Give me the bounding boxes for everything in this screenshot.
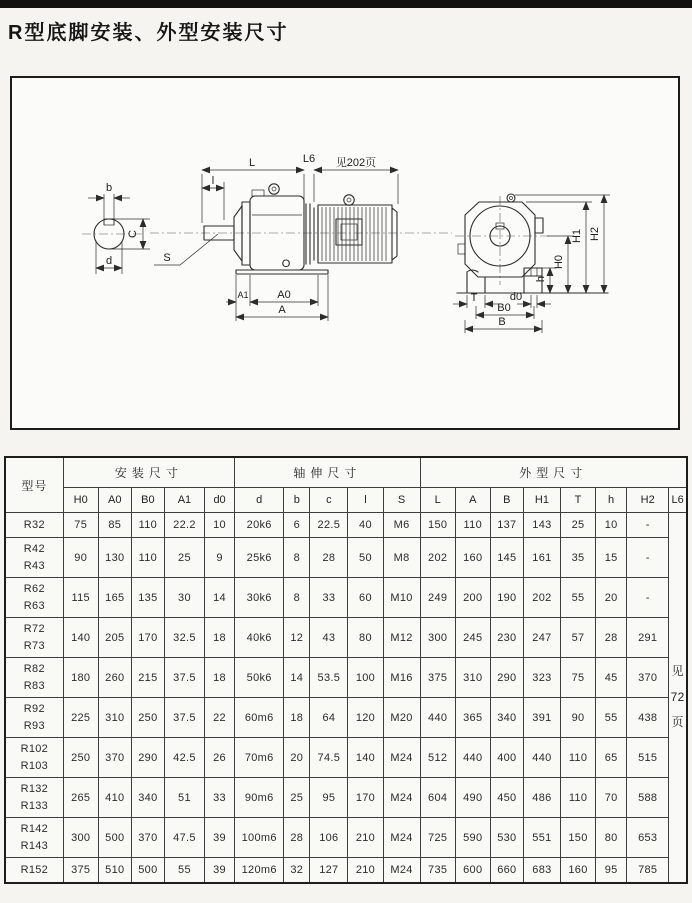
table-cell: 6 — [284, 513, 310, 538]
technical-drawing — [12, 78, 678, 428]
table-cell: M24 — [383, 818, 420, 858]
table-cell: 53.5 — [310, 658, 348, 698]
col-header: B0 — [131, 488, 164, 513]
dim-label-H1: H1 — [571, 228, 583, 244]
table-cell: 50 — [348, 538, 383, 578]
table-cell: 247 — [523, 618, 560, 658]
col-header: B — [490, 488, 523, 513]
table-cell: 47.5 — [164, 818, 204, 858]
table-cell: 440 — [455, 738, 490, 778]
col-header: H0 — [63, 488, 98, 513]
table-cell: 170 — [348, 778, 383, 818]
model-cell: R42 R43 — [5, 538, 63, 578]
table-cell: 95 — [596, 858, 627, 883]
table-cell: 22.2 — [164, 513, 204, 538]
table-cell: 106 — [310, 818, 348, 858]
table-cell: 515 — [627, 738, 669, 778]
table-cell: 440 — [420, 698, 455, 738]
table-cell: 18 — [205, 658, 235, 698]
model-cell: R132 R133 — [5, 778, 63, 818]
table-cell: 40k6 — [235, 618, 284, 658]
dim-label-L: L — [248, 157, 256, 169]
table-cell: 310 — [98, 698, 131, 738]
table-cell: 85 — [98, 513, 131, 538]
table-cell: M24 — [383, 778, 420, 818]
dim-label-B0: B0 — [497, 302, 511, 314]
dim-label-C: C — [127, 230, 139, 238]
table-cell: 135 — [131, 578, 164, 618]
table-cell: 265 — [63, 778, 98, 818]
table-cell: 165 — [98, 578, 131, 618]
table-cell: 8 — [284, 538, 310, 578]
table-cell: 490 — [455, 778, 490, 818]
model-cell: R62 R63 — [5, 578, 63, 618]
table-cell: 410 — [98, 778, 131, 818]
page-title: R型底脚安装、外型安装尺寸 — [8, 22, 289, 44]
header-group-row — [5, 457, 687, 488]
dim-label-A: A — [278, 304, 286, 316]
table-cell: 590 — [455, 818, 490, 858]
table-cell: 249 — [420, 578, 455, 618]
table-cell: 290 — [490, 658, 523, 698]
col-header: d — [235, 488, 284, 513]
table-cell: 8 — [284, 578, 310, 618]
table-cell: 60m6 — [235, 698, 284, 738]
table-cell: 42.5 — [164, 738, 204, 778]
see-page-202-note: 见202页 — [335, 157, 377, 169]
dim-label-H0: H0 — [553, 254, 565, 270]
model-cell: R32 — [5, 513, 63, 538]
table-cell: 100m6 — [235, 818, 284, 858]
table-cell: 290 — [131, 738, 164, 778]
table-cell: M10 — [383, 578, 420, 618]
table-row — [5, 538, 687, 578]
table-cell: 80 — [596, 818, 627, 858]
col-header: b — [284, 488, 310, 513]
table-row — [5, 698, 687, 738]
table-cell: 12 — [284, 618, 310, 658]
table-cell: 440 — [523, 738, 560, 778]
table-cell: 35 — [560, 538, 595, 578]
end-view — [453, 194, 610, 333]
model-cell: R152 — [5, 858, 63, 883]
table-cell: 9 — [205, 538, 235, 578]
group-header-outline: 外型尺寸 — [420, 457, 687, 488]
table-cell: 653 — [627, 818, 669, 858]
table-cell: 18 — [284, 698, 310, 738]
table-cell: 300 — [63, 818, 98, 858]
table-cell: 80 — [348, 618, 383, 658]
table-cell: M16 — [383, 658, 420, 698]
table-cell: 33 — [205, 778, 235, 818]
side-view — [150, 153, 452, 321]
table-cell: 39 — [205, 818, 235, 858]
table-cell: 110 — [455, 513, 490, 538]
table-cell: 33 — [310, 578, 348, 618]
table-cell: 260 — [98, 658, 131, 698]
table-cell: 340 — [131, 778, 164, 818]
table-cell: 735 — [420, 858, 455, 883]
table-cell: 110 — [560, 778, 595, 818]
table-cell: 130 — [98, 538, 131, 578]
table-cell: 400 — [490, 738, 523, 778]
table-cell: 51 — [164, 778, 204, 818]
model-cell: R102 R103 — [5, 738, 63, 778]
model-cell: R142 R143 — [5, 818, 63, 858]
table-row — [5, 513, 687, 538]
table-cell: 300 — [420, 618, 455, 658]
table-cell: 37.5 — [164, 658, 204, 698]
table-cell: 30k6 — [235, 578, 284, 618]
table-cell: 45 — [596, 658, 627, 698]
table-cell: 438 — [627, 698, 669, 738]
table-cell: M6 — [383, 513, 420, 538]
table-cell: 323 — [523, 658, 560, 698]
table-cell: 486 — [523, 778, 560, 818]
table-cell: 110 — [131, 538, 164, 578]
model-cell: R82 R83 — [5, 658, 63, 698]
table-cell: 10 — [596, 513, 627, 538]
table-cell: 510 — [98, 858, 131, 883]
table-cell: M24 — [383, 858, 420, 883]
group-header-shaft: 轴伸尺寸 — [235, 457, 421, 488]
table-cell: 100 — [348, 658, 383, 698]
table-cell: 230 — [490, 618, 523, 658]
dim-label-A0: A0 — [277, 289, 291, 301]
table-cell: 137 — [490, 513, 523, 538]
header-sub-row — [5, 488, 687, 513]
table-cell: 20k6 — [235, 513, 284, 538]
table-cell: 28 — [596, 618, 627, 658]
col-header: c — [310, 488, 348, 513]
dim-label-O: O — [281, 258, 291, 270]
table-cell: 25 — [560, 513, 595, 538]
table-cell: 64 — [310, 698, 348, 738]
table-row — [5, 818, 687, 858]
dim-label-d0: d0 — [509, 291, 523, 303]
table-cell: 370 — [98, 738, 131, 778]
table-cell: 530 — [490, 818, 523, 858]
table-cell: 160 — [455, 538, 490, 578]
table-cell: M8 — [383, 538, 420, 578]
dim-label-L6: L6 — [302, 153, 316, 165]
table-cell: 37.5 — [164, 698, 204, 738]
table-cell: 150 — [420, 513, 455, 538]
col-header: L6 — [669, 488, 687, 513]
table-cell: 150 — [560, 818, 595, 858]
dim-label-b: b — [105, 182, 113, 194]
table-cell: 22 — [205, 698, 235, 738]
table-cell: 55 — [560, 578, 595, 618]
table-cell: 14 — [205, 578, 235, 618]
dim-label-A1: A1 — [237, 290, 249, 300]
table-cell: - — [627, 538, 669, 578]
table-cell: 500 — [131, 858, 164, 883]
model-cell: R92 R93 — [5, 698, 63, 738]
col-header: S — [383, 488, 420, 513]
table-cell: 75 — [63, 513, 98, 538]
table-cell: 57 — [560, 618, 595, 658]
table-cell: 145 — [490, 538, 523, 578]
table-cell: 28 — [284, 818, 310, 858]
table-cell: 785 — [627, 858, 669, 883]
table-cell: - — [627, 578, 669, 618]
shaft-section-view — [82, 182, 218, 274]
dimension-table — [4, 456, 688, 884]
table-cell: 90 — [63, 538, 98, 578]
table-cell: 500 — [98, 818, 131, 858]
table-cell: 120m6 — [235, 858, 284, 883]
table-cell: 55 — [164, 858, 204, 883]
table-cell: 25 — [284, 778, 310, 818]
col-header: H1 — [523, 488, 560, 513]
table-row — [5, 858, 687, 883]
table-cell: M24 — [383, 738, 420, 778]
table-cell: 18 — [205, 618, 235, 658]
table-cell: 90m6 — [235, 778, 284, 818]
table-cell: 370 — [131, 818, 164, 858]
col-header: A — [455, 488, 490, 513]
col-header: h — [596, 488, 627, 513]
col-header: T — [560, 488, 595, 513]
dim-label-B: B — [498, 316, 506, 328]
table-cell: 65 — [596, 738, 627, 778]
col-header: l — [348, 488, 383, 513]
table-cell: 202 — [523, 578, 560, 618]
table-cell: 28 — [310, 538, 348, 578]
dim-label-H2: H2 — [589, 226, 601, 242]
table-cell: 660 — [490, 858, 523, 883]
col-header: L — [420, 488, 455, 513]
table-cell: 365 — [455, 698, 490, 738]
col-header: A0 — [98, 488, 131, 513]
table-cell: 202 — [420, 538, 455, 578]
technical-drawing-panel — [10, 76, 680, 430]
table-row — [5, 778, 687, 818]
table-cell: 14 — [284, 658, 310, 698]
table-cell: 450 — [490, 778, 523, 818]
table-cell: 70m6 — [235, 738, 284, 778]
table-cell: 30 — [164, 578, 204, 618]
table-cell: 120 — [348, 698, 383, 738]
table-cell: 75 — [560, 658, 595, 698]
table-cell: 140 — [63, 618, 98, 658]
table-cell: 43 — [310, 618, 348, 658]
dim-label-T: T — [470, 292, 478, 304]
table-cell: 25k6 — [235, 538, 284, 578]
table-cell: 200 — [455, 578, 490, 618]
table-cell: 90 — [560, 698, 595, 738]
table-cell: 683 — [523, 858, 560, 883]
table-cell: 143 — [523, 513, 560, 538]
table-cell: 391 — [523, 698, 560, 738]
motor-fins — [322, 207, 386, 261]
table-cell: 55 — [596, 698, 627, 738]
dim-label-S: S — [163, 252, 171, 264]
table-cell: 725 — [420, 818, 455, 858]
col-header-model: 型号 — [5, 457, 63, 513]
table-cell: 10 — [205, 513, 235, 538]
scan-top-bar — [0, 0, 692, 8]
table-cell: 140 — [348, 738, 383, 778]
table-cell: 210 — [348, 818, 383, 858]
table-cell: - — [627, 513, 669, 538]
dim-label-d: d — [105, 255, 113, 267]
see-page-72-note: 见 72 页 — [669, 513, 687, 883]
table-cell: 375 — [420, 658, 455, 698]
table-cell: 160 — [560, 858, 595, 883]
table-cell: 32 — [284, 858, 310, 883]
table-cell: 115 — [63, 578, 98, 618]
table-cell: 70 — [596, 778, 627, 818]
table-cell: 15 — [596, 538, 627, 578]
table-cell: 39 — [205, 858, 235, 883]
table-cell: 110 — [131, 513, 164, 538]
table-cell: 190 — [490, 578, 523, 618]
group-header-mounting: 安装尺寸 — [63, 457, 234, 488]
table-cell: M12 — [383, 618, 420, 658]
table-cell: 22.5 — [310, 513, 348, 538]
table-cell: 95 — [310, 778, 348, 818]
table-cell: M20 — [383, 698, 420, 738]
table-cell: 215 — [131, 658, 164, 698]
table-cell: 588 — [627, 778, 669, 818]
table-cell: 250 — [131, 698, 164, 738]
model-cell: R72 R73 — [5, 618, 63, 658]
table-cell: 310 — [455, 658, 490, 698]
table-cell: 40 — [348, 513, 383, 538]
table-cell: 50k6 — [235, 658, 284, 698]
dim-label-h: h — [535, 275, 547, 283]
table-cell: 512 — [420, 738, 455, 778]
table-cell: 551 — [523, 818, 560, 858]
col-header: d0 — [205, 488, 235, 513]
col-header: H2 — [627, 488, 669, 513]
table-cell: 127 — [310, 858, 348, 883]
table-cell: 20 — [284, 738, 310, 778]
table-cell: 20 — [596, 578, 627, 618]
table-cell: 375 — [63, 858, 98, 883]
table-cell: 250 — [63, 738, 98, 778]
table-cell: 205 — [98, 618, 131, 658]
table-cell: 110 — [560, 738, 595, 778]
col-header: A1 — [164, 488, 204, 513]
table-cell: 600 — [455, 858, 490, 883]
table-row — [5, 738, 687, 778]
table-cell: 25 — [164, 538, 204, 578]
table-cell: 60 — [348, 578, 383, 618]
table-cell: 180 — [63, 658, 98, 698]
table-cell: 225 — [63, 698, 98, 738]
table-cell: 161 — [523, 538, 560, 578]
table-cell: 291 — [627, 618, 669, 658]
table-cell: 32.5 — [164, 618, 204, 658]
table-cell: 170 — [131, 618, 164, 658]
table-cell: 210 — [348, 858, 383, 883]
table-cell: 340 — [490, 698, 523, 738]
table-row — [5, 658, 687, 698]
table-cell: 245 — [455, 618, 490, 658]
dim-label-l: l — [211, 175, 215, 187]
table-cell: 370 — [627, 658, 669, 698]
table-cell: 74.5 — [310, 738, 348, 778]
table-cell: 26 — [205, 738, 235, 778]
table-row — [5, 618, 687, 658]
table-row — [5, 578, 687, 618]
table-cell: 604 — [420, 778, 455, 818]
